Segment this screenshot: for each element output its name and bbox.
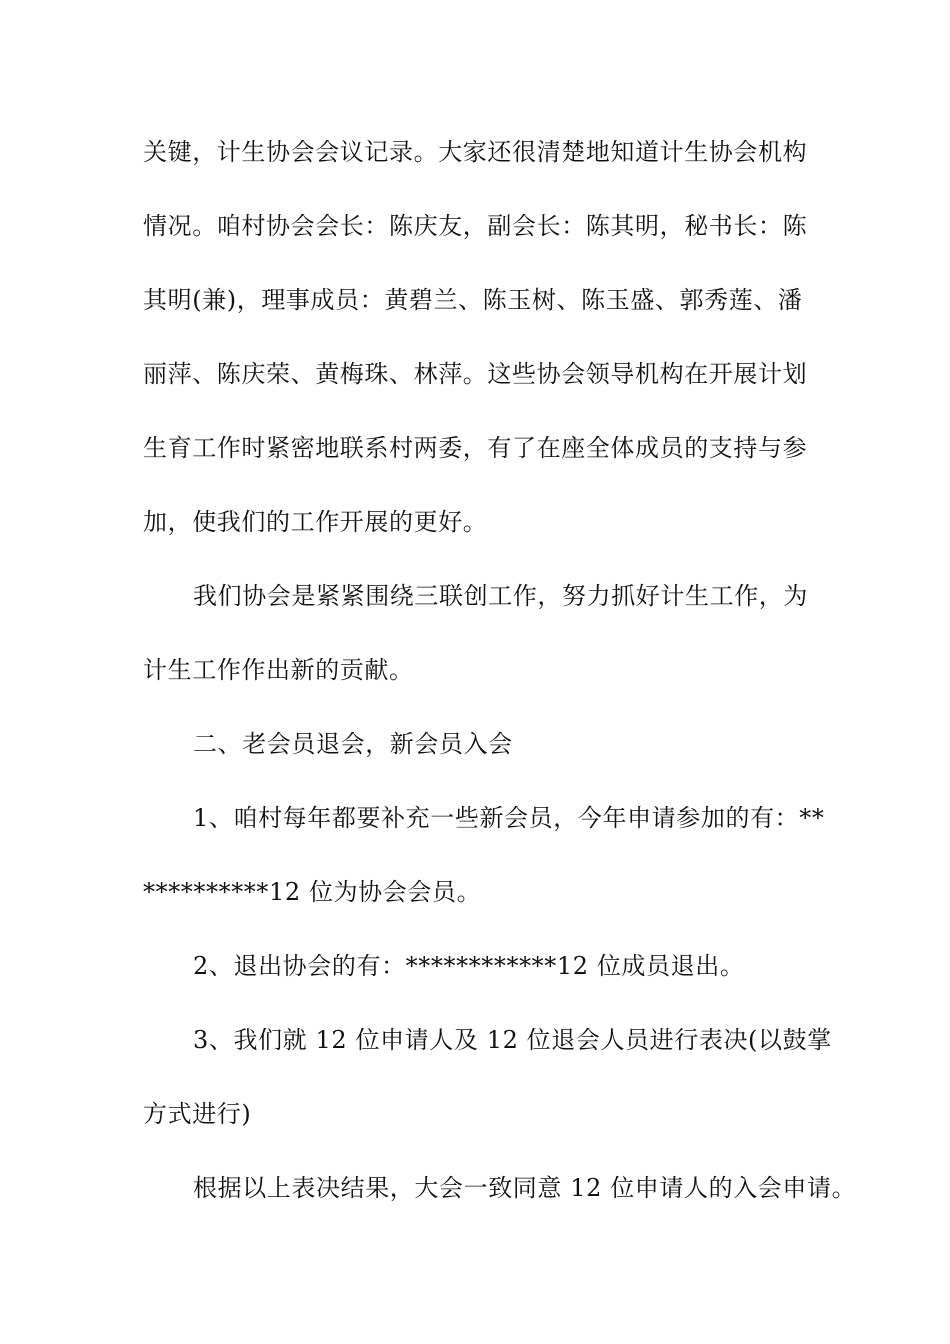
paragraph-start: 根据以上表决结果，大会一致同意 12 位申请人的入会申请。 [193, 1174, 857, 1202]
text-line: 其明(兼)，理事成员：黄碧兰、陈玉树、陈玉盛、郭秀莲、潘 [143, 286, 803, 314]
text-line: 生育工作时紧密地联系村两委，有了在座全体成员的支持与参 [143, 434, 808, 462]
text-line: 关键，计生协会会议记录。大家还很清楚地知道计生协会机构 [143, 138, 808, 166]
list-item: 2、退出协会的有：************12 位成员退出。 [193, 952, 745, 980]
text-line: 情况。咱村协会会长：陈庆友，副会长：陈其明，秘书长：陈 [143, 212, 808, 240]
text-line: **********12 位为协会会员。 [143, 878, 482, 906]
section-heading: 二、老会员退会，新会员入会 [193, 730, 513, 758]
text-line: 计生工作作出新的贡献。 [143, 656, 414, 684]
text-line: 方式进行) [143, 1100, 252, 1128]
text-line: 丽萍、陈庆荣、黄梅珠、林萍。这些协会领导机构在开展计划 [143, 360, 808, 388]
text-line: 加，使我们的工作开展的更好。 [143, 508, 488, 536]
list-item: 1、咱村每年都要补充一些新会员，今年申请参加的有：** [193, 804, 825, 832]
paragraph-start: 我们协会是紧紧围绕三联创工作，努力抓好计生工作，为 [193, 582, 808, 610]
list-item: 3、我们就 12 位申请人及 12 位退会人员进行表决(以鼓掌 [193, 1026, 832, 1054]
